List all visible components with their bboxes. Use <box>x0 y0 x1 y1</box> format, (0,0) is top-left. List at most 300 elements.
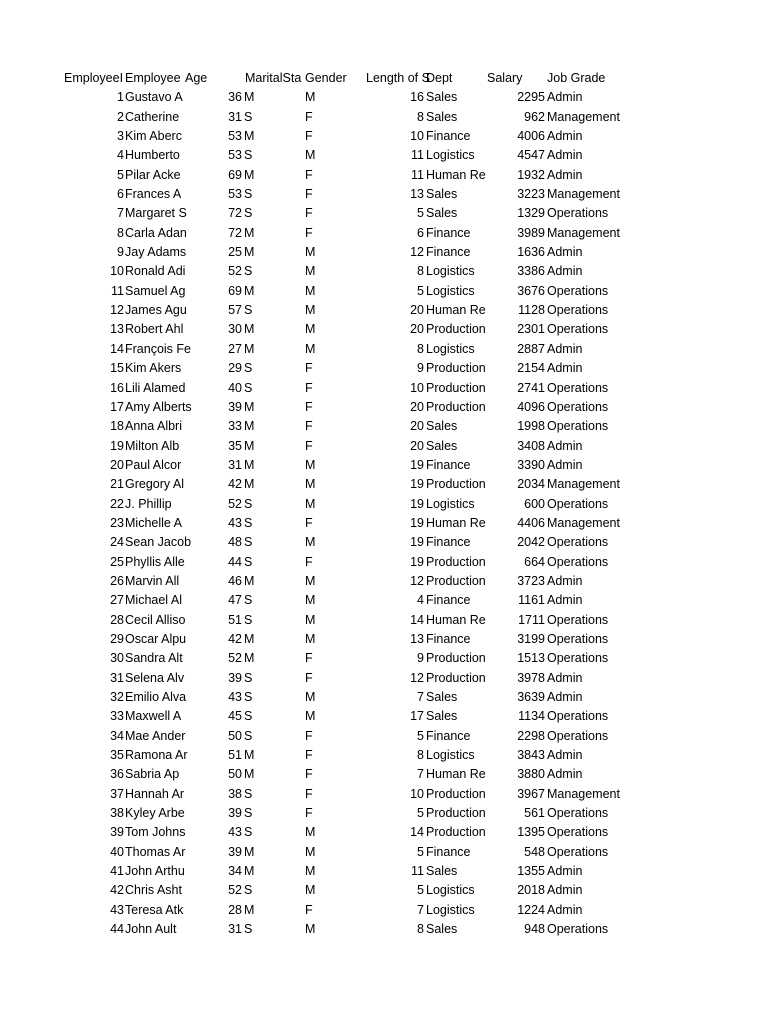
cell-marital-status[interactable]: S <box>244 535 253 550</box>
cell-gender[interactable]: F <box>305 206 313 221</box>
cell-employee-name[interactable]: Frances A <box>125 187 182 202</box>
cell-dept[interactable]: Production <box>426 573 486 588</box>
cell-dept[interactable]: Finance <box>426 631 471 646</box>
cell-salary[interactable]: 600 <box>524 496 545 511</box>
cell-length-of-service[interactable]: 7 <box>417 767 424 782</box>
cell-job-grade[interactable]: Admin <box>547 438 583 453</box>
cell-length-of-service[interactable]: 12 <box>410 245 424 260</box>
cell-employee-name[interactable]: Sandra Alt <box>125 651 183 666</box>
cell-age[interactable]: 48 <box>228 535 242 550</box>
cell-marital-status[interactable]: M <box>244 864 255 879</box>
cell-dept[interactable]: Logistics <box>426 283 475 298</box>
cell-age[interactable]: 31 <box>228 922 242 937</box>
cell-marital-status[interactable]: S <box>244 670 253 685</box>
cell-dept[interactable]: Finance <box>426 129 471 144</box>
cell-gender[interactable]: F <box>305 515 313 530</box>
cell-age[interactable]: 43 <box>228 825 242 840</box>
cell-dept[interactable]: Logistics <box>426 748 475 763</box>
cell-age[interactable]: 31 <box>228 457 242 472</box>
cell-salary[interactable]: 1395 <box>517 825 545 840</box>
cell-length-of-service[interactable]: 9 <box>417 651 424 666</box>
cell-salary[interactable]: 2298 <box>517 728 545 743</box>
cell-gender[interactable]: M <box>305 341 316 356</box>
cell-job-grade[interactable]: Admin <box>547 129 583 144</box>
cell-employee-id[interactable]: 37 <box>110 786 124 801</box>
cell-gender[interactable]: M <box>305 90 316 105</box>
cell-salary[interactable]: 3676 <box>517 283 545 298</box>
cell-salary[interactable]: 3978 <box>517 670 545 685</box>
cell-length-of-service[interactable]: 5 <box>417 844 424 859</box>
cell-length-of-service[interactable]: 8 <box>417 341 424 356</box>
cell-age[interactable]: 35 <box>228 438 242 453</box>
cell-salary[interactable]: 3390 <box>517 457 545 472</box>
cell-employee-id[interactable]: 20 <box>110 457 124 472</box>
cell-length-of-service[interactable]: 5 <box>417 883 424 898</box>
cell-dept[interactable]: Production <box>426 806 486 821</box>
cell-job-grade[interactable]: Management <box>547 109 620 124</box>
cell-marital-status[interactable]: S <box>244 728 253 743</box>
cell-job-grade[interactable]: Management <box>547 477 620 492</box>
cell-employee-id[interactable]: 9 <box>117 245 124 260</box>
cell-length-of-service[interactable]: 19 <box>410 554 424 569</box>
cell-age[interactable]: 39 <box>228 399 242 414</box>
cell-dept[interactable]: Production <box>426 670 486 685</box>
cell-employee-id[interactable]: 11 <box>111 283 124 298</box>
cell-marital-status[interactable]: M <box>244 167 255 182</box>
cell-job-grade[interactable]: Operations <box>547 322 609 337</box>
cell-dept[interactable]: Sales <box>426 709 458 724</box>
cell-job-grade[interactable]: Admin <box>547 573 583 588</box>
cell-salary[interactable]: 1932 <box>517 167 545 182</box>
cell-gender[interactable]: F <box>305 399 313 414</box>
cell-marital-status[interactable]: M <box>244 631 255 646</box>
cell-marital-status[interactable]: S <box>244 206 253 221</box>
cell-length-of-service[interactable]: 12 <box>410 670 424 685</box>
cell-dept[interactable]: Finance <box>426 728 471 743</box>
cell-salary[interactable]: 2034 <box>517 477 545 492</box>
cell-length-of-service[interactable]: 17 <box>410 709 424 724</box>
cell-gender[interactable]: M <box>305 535 316 550</box>
cell-length-of-service[interactable]: 5 <box>417 728 424 743</box>
cell-dept[interactable]: Finance <box>426 593 471 608</box>
cell-dept[interactable]: Sales <box>426 90 458 105</box>
cell-employee-name[interactable]: Paul Alcor <box>125 457 182 472</box>
cell-marital-status[interactable]: M <box>244 341 255 356</box>
cell-age[interactable]: 38 <box>228 786 242 801</box>
cell-length-of-service[interactable]: 13 <box>410 187 424 202</box>
cell-marital-status[interactable]: M <box>244 438 255 453</box>
cell-marital-status[interactable]: M <box>244 283 255 298</box>
cell-marital-status[interactable]: M <box>244 748 255 763</box>
header-job-grade[interactable]: Job Grade <box>547 71 606 85</box>
cell-salary[interactable]: 1711 <box>518 612 545 627</box>
cell-employee-id[interactable]: 33 <box>110 709 124 724</box>
cell-gender[interactable]: M <box>305 322 316 337</box>
cell-dept[interactable]: Production <box>426 477 486 492</box>
cell-marital-status[interactable]: S <box>244 109 253 124</box>
cell-dept[interactable]: Human Re <box>426 303 486 318</box>
cell-employee-id[interactable]: 7 <box>117 206 124 221</box>
cell-dept[interactable]: Sales <box>426 419 458 434</box>
cell-job-grade[interactable]: Admin <box>547 767 583 782</box>
cell-gender[interactable]: M <box>305 844 316 859</box>
header-employee-id[interactable]: EmployeeI <box>64 71 124 85</box>
cell-employee-id[interactable]: 22 <box>110 496 124 511</box>
cell-employee-name[interactable]: Margaret S <box>125 206 187 221</box>
cell-dept[interactable]: Human Re <box>426 515 486 530</box>
cell-salary[interactable]: 1513 <box>517 651 545 666</box>
cell-employee-name[interactable]: Carla Adan <box>125 225 187 240</box>
cell-salary[interactable]: 1161 <box>518 593 545 608</box>
cell-salary[interactable]: 3199 <box>517 631 545 646</box>
cell-gender[interactable]: M <box>305 922 316 937</box>
cell-marital-status[interactable]: S <box>244 883 253 898</box>
cell-employee-name[interactable]: Oscar Alpu <box>125 631 187 646</box>
cell-employee-name[interactable]: Maxwell A <box>125 709 182 724</box>
cell-length-of-service[interactable]: 4 <box>417 593 424 608</box>
cell-marital-status[interactable]: S <box>244 709 253 724</box>
cell-gender[interactable]: M <box>305 593 316 608</box>
cell-salary[interactable]: 4406 <box>517 515 545 530</box>
cell-dept[interactable]: Production <box>426 322 486 337</box>
cell-dept[interactable]: Logistics <box>426 148 475 163</box>
cell-salary[interactable]: 2301 <box>517 322 545 337</box>
cell-job-grade[interactable]: Admin <box>547 341 583 356</box>
cell-salary[interactable]: 1128 <box>518 303 545 318</box>
cell-length-of-service[interactable]: 19 <box>410 515 424 530</box>
cell-salary[interactable]: 962 <box>524 109 545 124</box>
cell-dept[interactable]: Production <box>426 399 486 414</box>
cell-employee-id[interactable]: 35 <box>110 748 124 763</box>
cell-job-grade[interactable]: Management <box>547 225 620 240</box>
cell-gender[interactable]: M <box>305 457 316 472</box>
cell-age[interactable]: 39 <box>228 806 242 821</box>
cell-dept[interactable]: Finance <box>426 457 471 472</box>
cell-employee-name[interactable]: Kim Aberc <box>125 129 182 144</box>
cell-job-grade[interactable]: Operations <box>547 631 609 646</box>
cell-gender[interactable]: F <box>305 767 313 782</box>
cell-marital-status[interactable]: M <box>244 844 255 859</box>
cell-employee-name[interactable]: Thomas Ar <box>125 844 186 859</box>
cell-employee-name[interactable]: Tom Johns <box>125 825 186 840</box>
cell-employee-name[interactable]: J. Phillip <box>125 496 172 511</box>
cell-job-grade[interactable]: Operations <box>547 728 609 743</box>
cell-salary[interactable]: 664 <box>524 554 545 569</box>
cell-employee-id[interactable]: 32 <box>110 690 124 704</box>
cell-marital-status[interactable]: S <box>244 612 253 627</box>
cell-employee-id[interactable]: 42 <box>110 883 124 898</box>
cell-gender[interactable]: M <box>305 148 316 163</box>
cell-employee-id[interactable]: 12 <box>110 303 124 318</box>
cell-gender[interactable]: F <box>305 419 313 434</box>
cell-age[interactable]: 25 <box>228 245 242 260</box>
cell-employee-name[interactable]: Amy Alberts <box>125 399 192 414</box>
cell-employee-id[interactable]: 17 <box>110 399 124 414</box>
cell-employee-id[interactable]: 44 <box>110 922 124 937</box>
cell-dept[interactable]: Production <box>426 380 486 395</box>
cell-gender[interactable]: F <box>305 786 313 801</box>
cell-job-grade[interactable]: Operations <box>547 825 609 840</box>
cell-age[interactable]: 51 <box>228 748 242 763</box>
cell-salary[interactable]: 2154 <box>517 361 545 376</box>
cell-marital-status[interactable]: S <box>244 690 253 704</box>
cell-salary[interactable]: 948 <box>524 922 545 937</box>
cell-employee-id[interactable]: 31 <box>110 670 124 685</box>
cell-job-grade[interactable]: Admin <box>547 90 583 105</box>
header-marital-status[interactable]: MaritalSta <box>245 71 302 85</box>
cell-gender[interactable]: M <box>305 283 316 298</box>
cell-gender[interactable]: M <box>305 245 316 260</box>
cell-employee-id[interactable]: 21 <box>110 477 124 492</box>
cell-employee-name[interactable]: Emilio Alva <box>125 690 187 704</box>
cell-gender[interactable]: M <box>305 690 316 704</box>
cell-age[interactable]: 52 <box>228 264 242 279</box>
cell-marital-status[interactable]: S <box>244 825 253 840</box>
cell-age[interactable]: 43 <box>228 690 242 704</box>
cell-employee-id[interactable]: 16 <box>110 380 124 395</box>
cell-length-of-service[interactable]: 11 <box>411 864 424 879</box>
cell-employee-id[interactable]: 13 <box>110 322 124 337</box>
cell-employee-id[interactable]: 10 <box>110 264 124 279</box>
cell-employee-name[interactable]: Pilar Acke <box>125 167 181 182</box>
cell-age[interactable]: 28 <box>228 902 242 917</box>
cell-length-of-service[interactable]: 10 <box>410 380 424 395</box>
cell-employee-name[interactable]: Hannah Ar <box>125 786 185 801</box>
cell-job-grade[interactable]: Admin <box>547 883 583 898</box>
cell-employee-name[interactable]: Catherine <box>125 109 180 124</box>
cell-gender[interactable]: F <box>305 670 313 685</box>
cell-dept[interactable]: Logistics <box>426 264 475 279</box>
cell-length-of-service[interactable]: 13 <box>410 631 424 646</box>
cell-salary[interactable]: 2018 <box>517 883 545 898</box>
cell-gender[interactable]: M <box>305 477 316 492</box>
cell-length-of-service[interactable]: 14 <box>410 612 424 627</box>
cell-employee-name[interactable]: Humberto <box>125 148 180 163</box>
cell-dept[interactable]: Sales <box>426 864 458 879</box>
cell-salary[interactable]: 3967 <box>517 786 545 801</box>
cell-age[interactable]: 27 <box>228 341 242 356</box>
cell-marital-status[interactable]: M <box>244 399 255 414</box>
cell-length-of-service[interactable]: 20 <box>410 438 424 453</box>
cell-employee-id[interactable]: 41 <box>110 864 124 879</box>
cell-length-of-service[interactable]: 19 <box>410 535 424 550</box>
cell-dept[interactable]: Finance <box>426 844 471 859</box>
cell-dept[interactable]: Sales <box>426 187 458 202</box>
cell-gender[interactable]: F <box>305 109 313 124</box>
cell-salary[interactable]: 1224 <box>517 902 545 917</box>
cell-marital-status[interactable]: M <box>244 245 255 260</box>
cell-employee-id[interactable]: 18 <box>110 419 124 434</box>
cell-dept[interactable]: Production <box>426 651 486 666</box>
cell-age[interactable]: 72 <box>228 206 242 221</box>
cell-employee-name[interactable]: Samuel Ag <box>125 283 186 298</box>
cell-employee-name[interactable]: John Arthu <box>125 864 185 879</box>
cell-marital-status[interactable]: M <box>244 767 255 782</box>
cell-salary[interactable]: 3843 <box>517 748 545 763</box>
cell-length-of-service[interactable]: 19 <box>410 457 424 472</box>
cell-employee-id[interactable]: 36 <box>110 767 124 782</box>
cell-length-of-service[interactable]: 8 <box>417 109 424 124</box>
cell-job-grade[interactable]: Admin <box>547 167 583 182</box>
cell-dept[interactable]: Logistics <box>426 341 475 356</box>
cell-dept[interactable]: Finance <box>426 245 471 260</box>
cell-dept[interactable]: Logistics <box>426 902 475 917</box>
cell-employee-name[interactable]: Teresa Atk <box>125 902 184 917</box>
cell-marital-status[interactable]: S <box>244 380 253 395</box>
cell-job-grade[interactable]: Operations <box>547 283 609 298</box>
cell-job-grade[interactable]: Admin <box>547 361 583 376</box>
cell-length-of-service[interactable]: 9 <box>417 361 424 376</box>
cell-age[interactable]: 50 <box>228 728 242 743</box>
cell-dept[interactable]: Human Re <box>426 767 486 782</box>
cell-employee-id[interactable]: 43 <box>110 902 124 917</box>
cell-age[interactable]: 36 <box>228 90 242 105</box>
cell-employee-name[interactable]: Kyley Arbe <box>125 806 185 821</box>
cell-employee-id[interactable]: 8 <box>117 225 124 240</box>
cell-length-of-service[interactable]: 19 <box>410 496 424 511</box>
cell-employee-id[interactable]: 40 <box>110 844 124 859</box>
cell-job-grade[interactable]: Admin <box>547 148 583 163</box>
cell-length-of-service[interactable]: 12 <box>410 573 424 588</box>
cell-job-grade[interactable]: Operations <box>547 806 609 821</box>
cell-employee-id[interactable]: 24 <box>110 535 124 550</box>
cell-employee-id[interactable]: 2 <box>117 109 124 124</box>
cell-gender[interactable]: M <box>305 496 316 511</box>
cell-dept[interactable]: Sales <box>426 438 458 453</box>
cell-employee-id[interactable]: 30 <box>110 651 124 666</box>
cell-marital-status[interactable]: M <box>244 477 255 492</box>
cell-salary[interactable]: 3723 <box>517 573 545 588</box>
cell-marital-status[interactable]: S <box>244 264 253 279</box>
header-dept[interactable]: Dept <box>426 71 453 85</box>
cell-marital-status[interactable]: S <box>244 496 253 511</box>
cell-employee-id[interactable]: 19 <box>110 438 124 453</box>
cell-dept[interactable]: Production <box>426 825 486 840</box>
cell-dept[interactable]: Sales <box>426 690 458 704</box>
cell-age[interactable]: 53 <box>228 129 242 144</box>
cell-employee-name[interactable]: Milton Alb <box>125 438 180 453</box>
cell-age[interactable]: 72 <box>228 225 242 240</box>
cell-age[interactable]: 52 <box>228 496 242 511</box>
cell-job-grade[interactable]: Operations <box>547 496 609 511</box>
cell-length-of-service[interactable]: 10 <box>410 129 424 144</box>
cell-gender[interactable]: F <box>305 438 313 453</box>
cell-job-grade[interactable]: Management <box>547 187 620 202</box>
cell-salary[interactable]: 3989 <box>517 225 545 240</box>
cell-employee-id[interactable]: 14 <box>110 341 124 356</box>
cell-length-of-service[interactable]: 20 <box>410 303 424 318</box>
cell-job-grade[interactable]: Admin <box>547 902 583 917</box>
cell-length-of-service[interactable]: 19 <box>410 477 424 492</box>
cell-gender[interactable]: M <box>305 631 316 646</box>
cell-dept[interactable]: Production <box>426 554 486 569</box>
cell-dept[interactable]: Finance <box>426 225 471 240</box>
cell-age[interactable]: 42 <box>228 477 242 492</box>
cell-age[interactable]: 42 <box>228 631 242 646</box>
cell-dept[interactable]: Finance <box>426 535 471 550</box>
cell-job-grade[interactable]: Admin <box>547 593 583 608</box>
cell-job-grade[interactable]: Operations <box>547 709 609 724</box>
cell-job-grade[interactable]: Operations <box>547 612 609 627</box>
cell-job-grade[interactable]: Operations <box>547 535 609 550</box>
cell-salary[interactable]: 1134 <box>518 709 545 724</box>
cell-age[interactable]: 31 <box>228 109 242 124</box>
cell-marital-status[interactable]: M <box>244 651 255 666</box>
cell-marital-status[interactable]: S <box>244 303 253 318</box>
header-salary[interactable]: Salary <box>487 71 523 85</box>
cell-length-of-service[interactable]: 11 <box>411 148 424 163</box>
cell-employee-name[interactable]: James Agu <box>125 303 187 318</box>
cell-salary[interactable]: 1636 <box>517 245 545 260</box>
cell-gender[interactable]: F <box>305 806 313 821</box>
cell-employee-name[interactable]: Phyllis Alle <box>125 554 185 569</box>
cell-job-grade[interactable]: Admin <box>547 670 583 685</box>
cell-salary[interactable]: 548 <box>524 844 545 859</box>
cell-employee-name[interactable]: Mae Ander <box>125 728 186 743</box>
cell-gender[interactable]: F <box>305 748 313 763</box>
cell-marital-status[interactable]: S <box>244 806 253 821</box>
cell-job-grade[interactable]: Admin <box>547 245 583 260</box>
cell-gender[interactable]: F <box>305 167 313 182</box>
cell-length-of-service[interactable]: 8 <box>417 264 424 279</box>
cell-employee-name[interactable]: Gustavo A <box>125 90 183 105</box>
cell-employee-id[interactable]: 38 <box>110 806 124 821</box>
cell-age[interactable]: 53 <box>228 148 242 163</box>
header-age[interactable]: Age <box>185 71 208 85</box>
cell-dept[interactable]: Logistics <box>426 496 475 511</box>
cell-marital-status[interactable]: S <box>244 786 253 801</box>
cell-age[interactable]: 29 <box>228 361 242 376</box>
cell-job-grade[interactable]: Operations <box>547 419 609 434</box>
cell-marital-status[interactable]: S <box>244 515 253 530</box>
cell-dept[interactable]: Human Re <box>426 612 486 627</box>
cell-salary[interactable]: 2295 <box>517 90 545 105</box>
cell-employee-name[interactable]: Lili Alamed <box>125 380 186 395</box>
cell-length-of-service[interactable]: 7 <box>417 690 424 704</box>
cell-gender[interactable]: F <box>305 651 313 666</box>
cell-employee-name[interactable]: Ronald Adi <box>125 264 186 279</box>
cell-salary[interactable]: 1998 <box>517 419 545 434</box>
cell-job-grade[interactable]: Operations <box>547 922 609 937</box>
cell-gender[interactable]: F <box>305 554 313 569</box>
cell-marital-status[interactable]: M <box>244 419 255 434</box>
cell-employee-name[interactable]: Sabria Ap <box>125 767 180 782</box>
cell-length-of-service[interactable]: 16 <box>410 90 424 105</box>
cell-marital-status[interactable]: S <box>244 922 253 937</box>
cell-length-of-service[interactable]: 8 <box>417 922 424 937</box>
cell-dept[interactable]: Sales <box>426 109 458 124</box>
cell-age[interactable]: 40 <box>228 380 242 395</box>
cell-employee-name[interactable]: Jay Adams <box>125 245 187 260</box>
header-gender[interactable]: Gender <box>305 71 347 85</box>
cell-marital-status[interactable]: S <box>244 361 253 376</box>
cell-length-of-service[interactable]: 5 <box>417 806 424 821</box>
cell-salary[interactable]: 2042 <box>517 535 545 550</box>
cell-length-of-service[interactable]: 10 <box>410 786 424 801</box>
cell-marital-status[interactable]: M <box>244 902 255 917</box>
cell-age[interactable]: 34 <box>228 864 242 879</box>
cell-age[interactable]: 43 <box>228 515 242 530</box>
cell-job-grade[interactable]: Management <box>547 515 620 530</box>
cell-salary[interactable]: 3880 <box>517 767 545 782</box>
cell-gender[interactable]: M <box>305 612 316 627</box>
header-length-of-service[interactable]: Length of S <box>366 71 430 85</box>
cell-age[interactable]: 69 <box>228 283 242 298</box>
cell-age[interactable]: 53 <box>228 187 242 202</box>
cell-marital-status[interactable]: S <box>244 554 253 569</box>
cell-job-grade[interactable]: Admin <box>547 690 583 704</box>
cell-gender[interactable]: F <box>305 225 313 240</box>
